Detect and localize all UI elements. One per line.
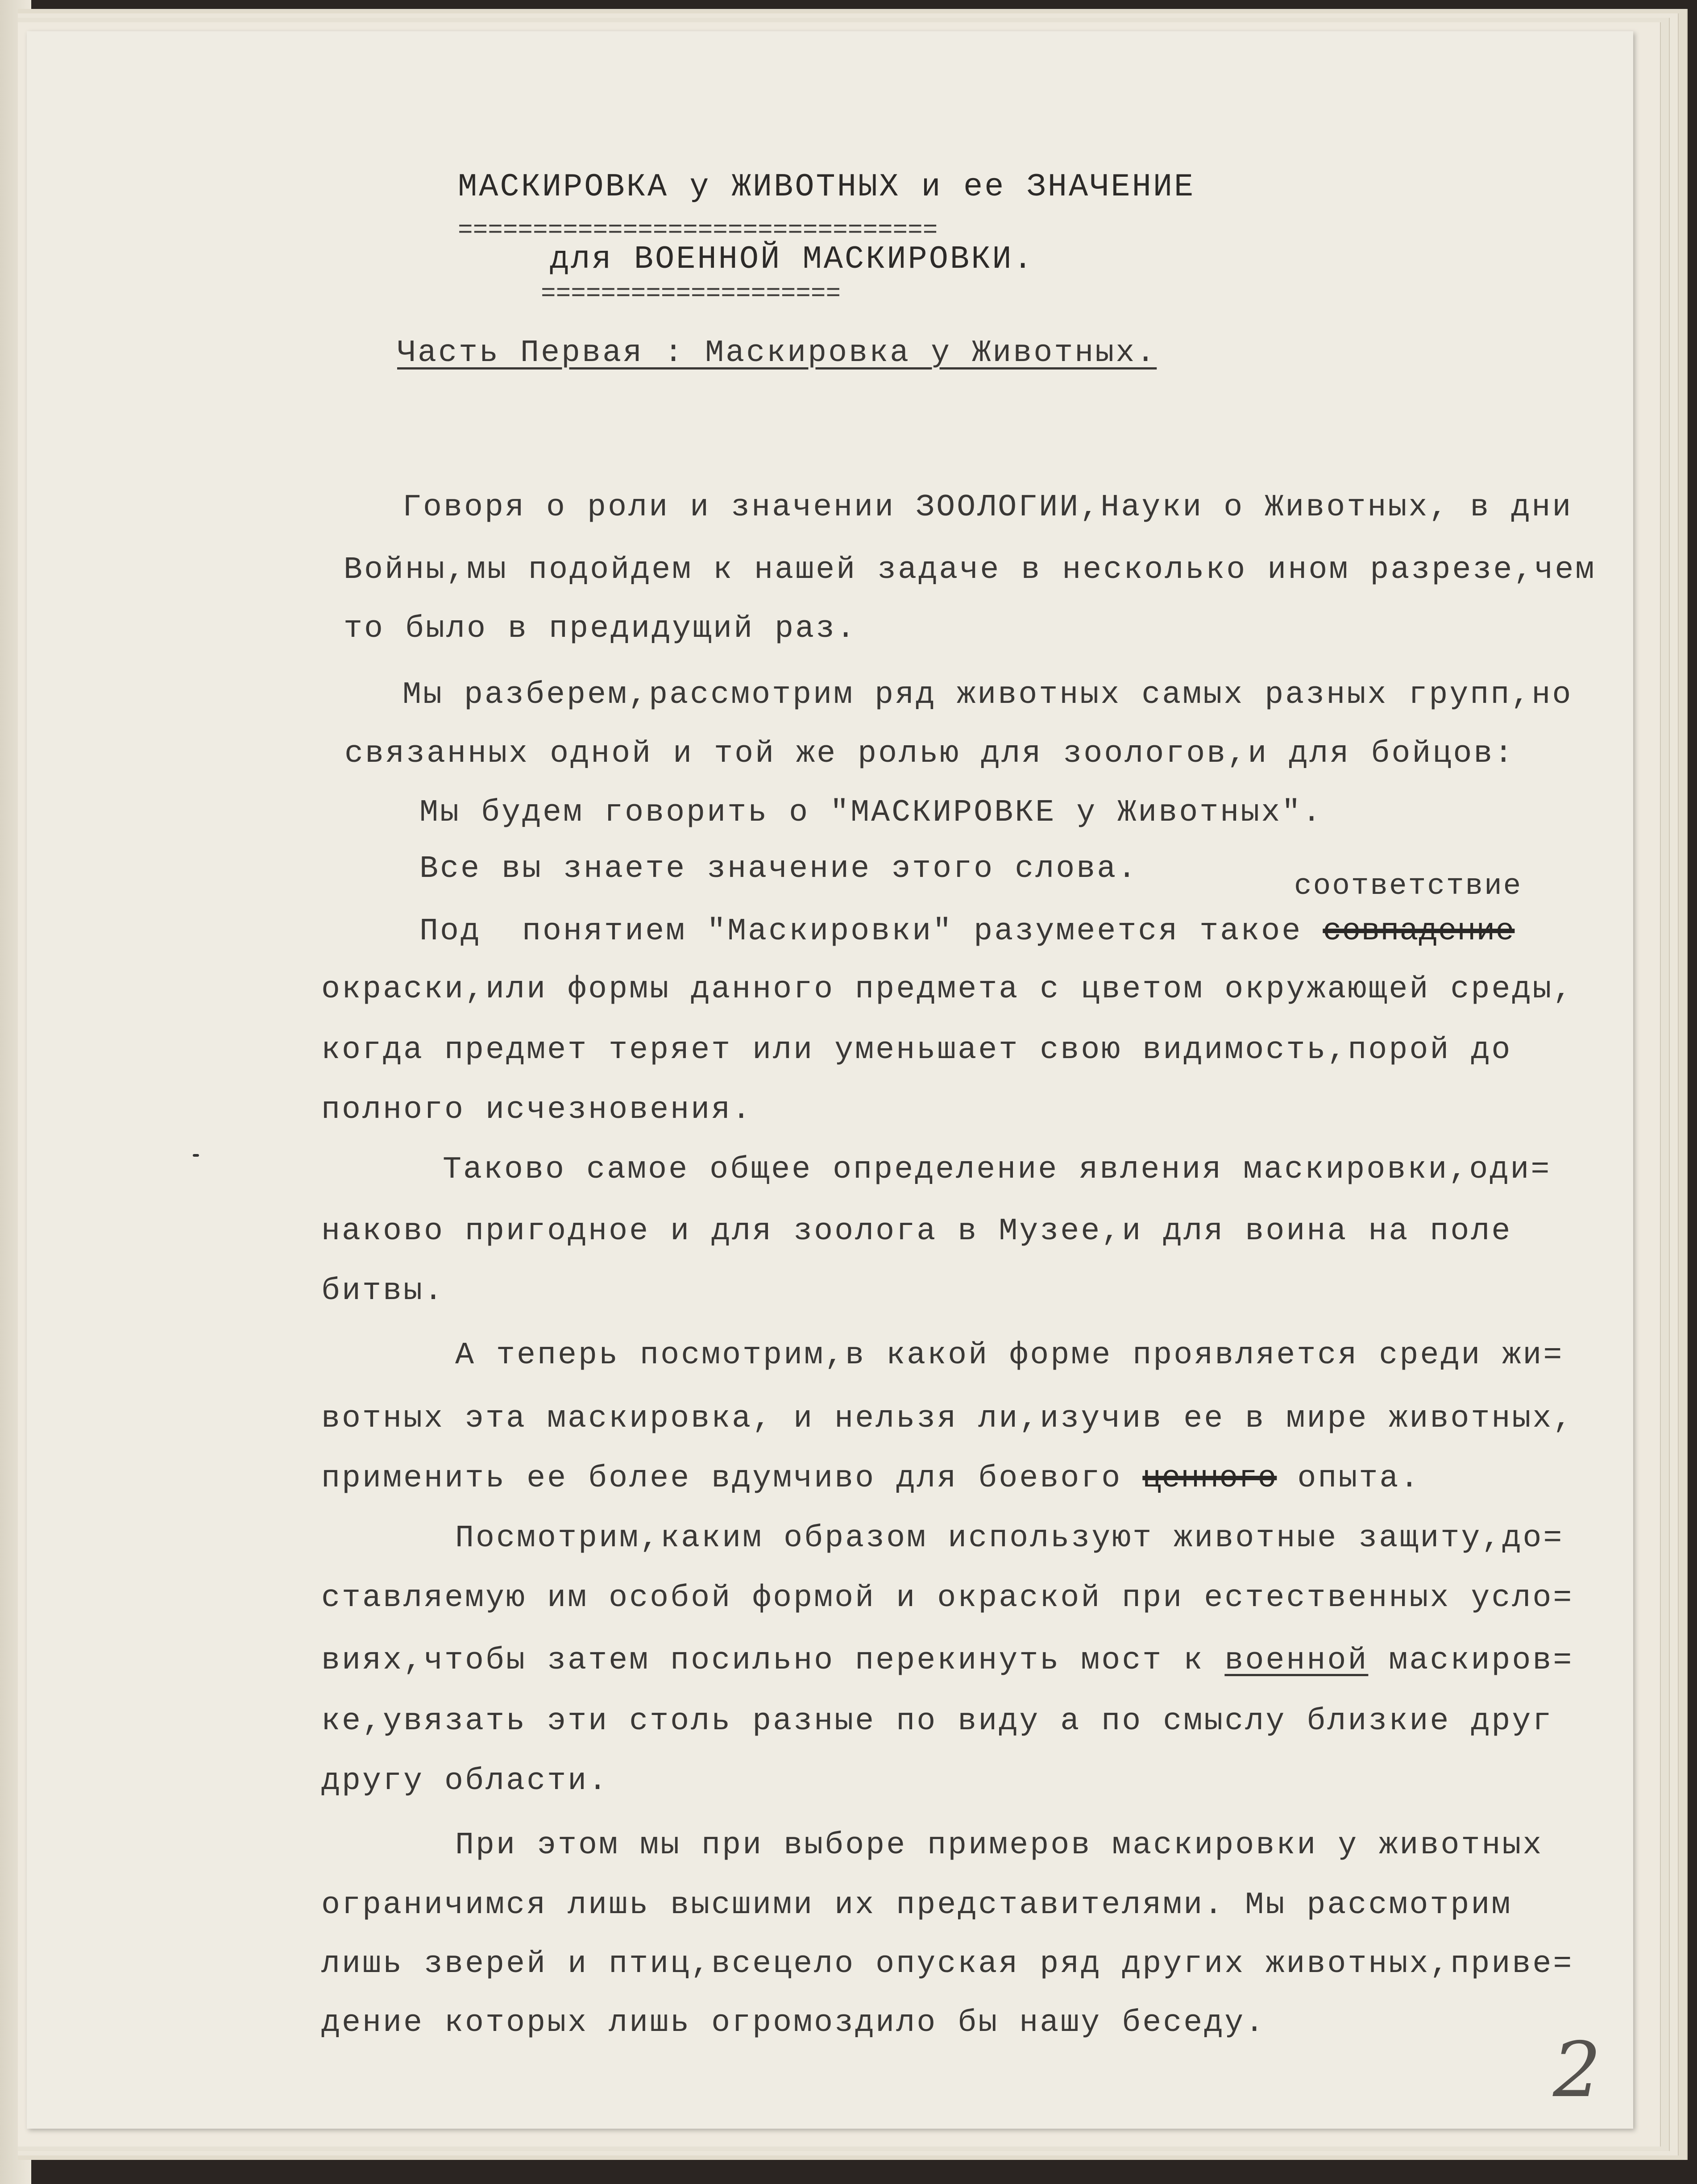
- text-line: битвы.: [321, 1274, 445, 1309]
- text-line: другу области.: [321, 1764, 609, 1799]
- text-line: ке,увязать эти столь разные по виду а по смыслу близкие друг: [321, 1704, 1553, 1739]
- text-line: Войны,мы подойдем к нашей задаче в несколько ином разрезе,чем: [344, 552, 1596, 588]
- page-number: 2: [1553, 2026, 1602, 2114]
- ink-speck: [193, 1154, 199, 1157]
- text-line: ограничимся лишь высшими их представителями. Мы рассмотрим: [321, 1888, 1512, 1923]
- text-line: дение которых лишь огромоздило бы нашу беседу.: [321, 2005, 1266, 2041]
- text-line: Мы будем говорить о "МАСКИРОВКЕ у Животных".: [419, 795, 1323, 830]
- text-line: А теперь посмотрим,в какой форме проявляется среди жи=: [455, 1338, 1564, 1373]
- title-line-1: МАСКИРОВКА у ЖИВОТНЫХ и ее ЗНАЧЕНИЕ: [458, 169, 1195, 205]
- struck-word: ценного: [1142, 1461, 1277, 1496]
- text-line: Говоря о роли и значении ЗООЛОГИИ,Науки о Животных, в дни: [402, 490, 1573, 525]
- text-line: Мы разберем,рассмотрим ряд животных самых разных групп,но: [402, 677, 1573, 713]
- text-line: наково пригодное и для зоолога в Музее,и для воина на поле: [321, 1214, 1512, 1249]
- title-line-2: для ВОЕННОЙ МАСКИРОВКИ.: [550, 241, 1034, 278]
- text-line: Все вы знаете значение этого слова.: [419, 851, 1138, 887]
- struck-word: совпадение: [1323, 914, 1515, 949]
- text-line: вотных эта маскировка, и нельзя ли,изучив ее в мире животных,: [321, 1401, 1574, 1437]
- text-line: Под понятием "Маскировки" разумеется такое совпадение: [419, 914, 1515, 949]
- text-line: При этом мы при выборе примеров маскировки у животных: [455, 1828, 1543, 1863]
- title-rule-1: ================================: [458, 216, 938, 245]
- text-line: ставляемую им особой формой и окраской при естественных усло=: [321, 1581, 1574, 1616]
- text-line: связанных одной и той же ролью для зоологов,и для бойцов:: [344, 736, 1515, 772]
- title-rule-2: ====================: [541, 279, 841, 308]
- text-line: то было в предидущий раз.: [344, 611, 857, 647]
- typed-page: [27, 31, 1633, 2129]
- text-line: когда предмет теряет или уменьшает свою видимость,порой до: [321, 1033, 1512, 1068]
- handwritten-correction: соответствие: [1294, 869, 1523, 903]
- text-line: лишь зверей и птиц,всецело опуская ряд других животных,приве=: [321, 1947, 1574, 1982]
- section-subtitle: Часть Первая : Маскировка у Животных.: [397, 336, 1157, 371]
- text-line: окраски,или формы данного предмета с цветом окружающей среды,: [321, 972, 1574, 1007]
- text-line: Таково самое общее определение явления маскировки,оди=: [443, 1152, 1552, 1187]
- text-line: полного исчезновения.: [321, 1092, 753, 1128]
- text-line: виях,чтобы затем посильно перекинуть мост к военной маскиров=: [321, 1643, 1574, 1678]
- text-line: применить ее более вдумчиво для боевого ценного опыта.: [321, 1461, 1421, 1496]
- underlined-word: военной: [1224, 1643, 1369, 1678]
- text-line: Посмотрим,каким образом используют животные защиту,до=: [455, 1521, 1564, 1556]
